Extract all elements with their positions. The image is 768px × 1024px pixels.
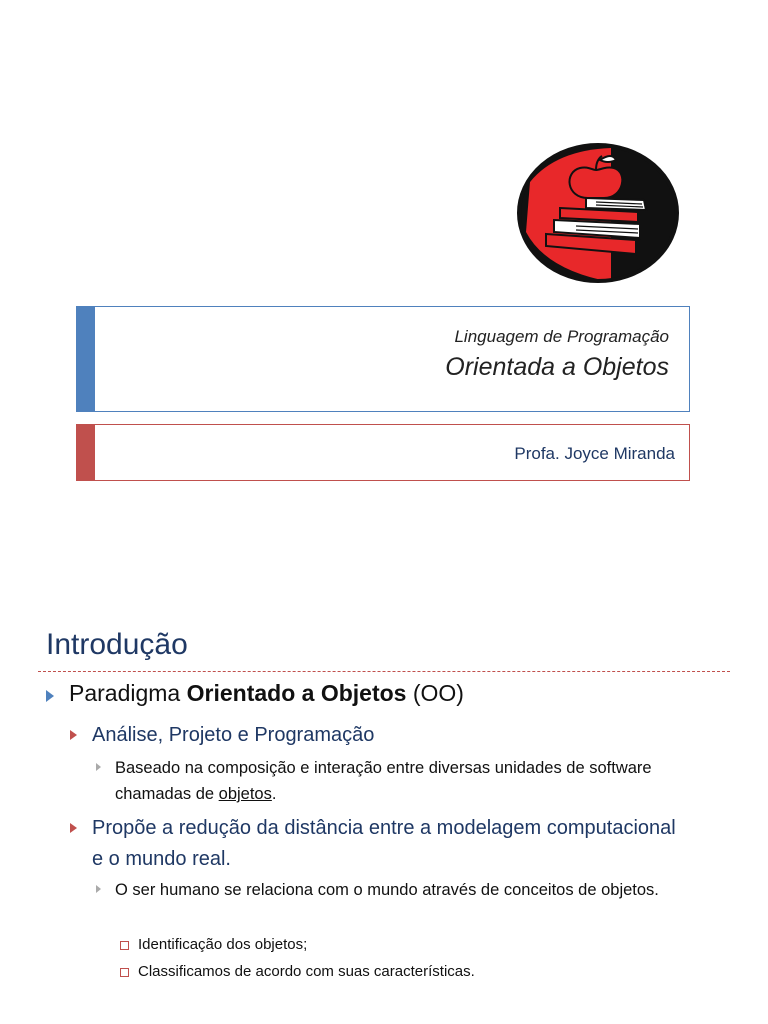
bullet-arrow-icon [96,885,101,893]
title-accent-bar [77,307,95,411]
bullet-arrow-icon [46,690,54,702]
books-and-apple-icon [516,142,680,284]
detail-composition-suffix: . [271,785,277,803]
author-accent-bar [77,425,95,480]
author-name: Profa. Joyce Miranda [514,444,675,463]
bullet-paradigm-prefix: Paradigma [69,680,187,706]
page-title: Introdução [46,628,188,661]
title-box [76,306,690,412]
square-bullet-icon [120,941,129,950]
sub-bullet-analysis-text: Análise, Projeto e Programação [92,724,375,746]
bullet-paradigm-suffix: (OO) [406,680,464,706]
detail-objects-word: objetos [218,785,272,803]
list-item-text: Classificamos de acordo com suas características. [138,963,475,980]
detail-composition-prefix: Baseado na composição e interação entre diversas unidades de software chamadas de [115,759,652,803]
detail-composition-text [115,755,695,807]
detail-human-text: O ser humano se relaciona com o mundo através de conceitos de objetos. [115,881,659,899]
bullet-arrow-icon [96,763,101,771]
bullet-arrow-icon [70,730,77,740]
author-box [76,424,690,481]
bullet-arrow-icon [70,823,77,833]
list-item-text: Identificação dos objetos; [138,936,308,953]
square-bullet-icon [120,968,129,977]
title-line-2: Orientada a Objetos [445,353,669,381]
title-divider [38,671,730,672]
sub-bullet-distance-text: Propõe a redução da distância entre a modelagem computacional e o mundo real. [92,817,676,870]
bullet-paradigm-bold: Orientado a Objetos [186,680,407,706]
intro-slide [0,580,768,1024]
title-line-1: Linguagem de Programação [454,327,669,346]
bullet-paradigm-text [69,680,464,707]
